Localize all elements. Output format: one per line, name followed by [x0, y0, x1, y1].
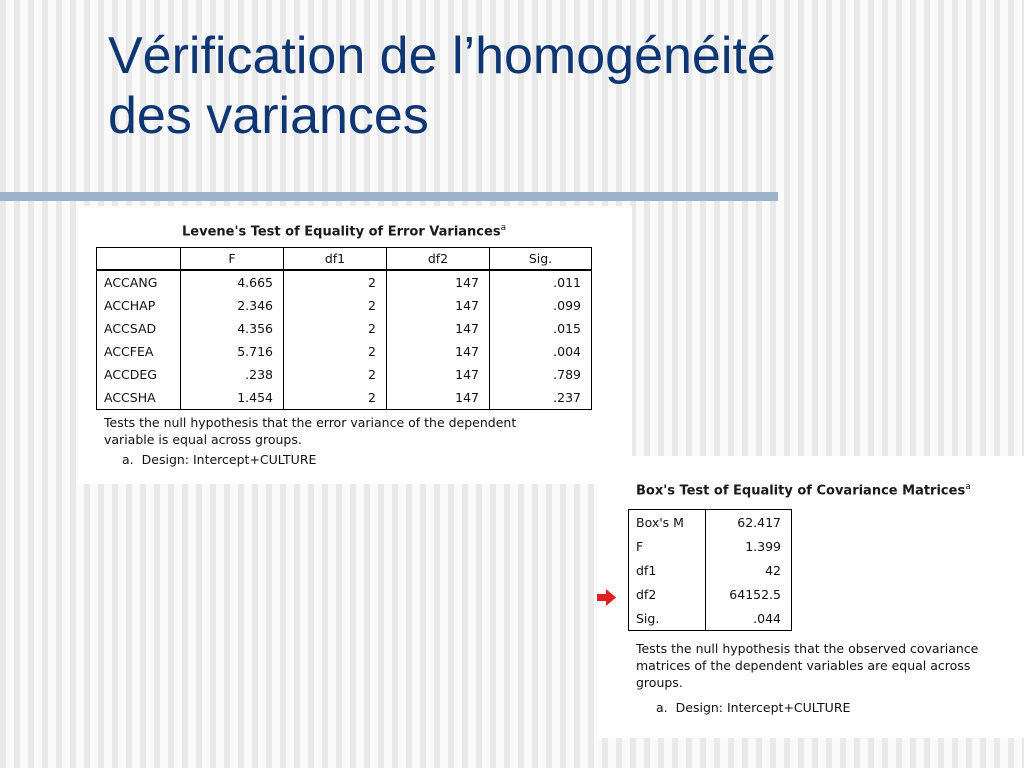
slide-title-line-1: Vérification de l’homogénéité: [108, 27, 776, 85]
levene-cell-df2: 147: [387, 386, 490, 410]
box-row-label: Box's M: [636, 514, 684, 530]
box-row-value: 62.417: [706, 510, 792, 535]
slide-title: [108, 26, 988, 146]
levene-cell-df1: 2: [284, 386, 387, 410]
levene-row-label: ACCANG: [97, 270, 181, 294]
levene-table-row: [97, 340, 592, 363]
box-table-row: [629, 558, 792, 582]
levene-header-blank: [97, 248, 181, 271]
levene-header-df1: df1: [284, 248, 387, 271]
levene-cell-sig: .789: [490, 363, 592, 386]
box-row-value: 42: [706, 558, 792, 582]
levene-cell-sig: .011: [490, 270, 592, 294]
levene-cell-f: .238: [181, 363, 284, 386]
levene-cell-df2: 147: [387, 317, 490, 340]
box-row-value: 1.399: [706, 534, 792, 558]
box-row-value: 64152.5: [706, 582, 792, 606]
levene-table-caption: [182, 223, 506, 239]
levene-row-label: ACCFEA: [97, 340, 181, 363]
levene-cell-df1: 2: [284, 294, 387, 317]
box-caption-text: Box's Test of Equality of Covariance Matrices: [636, 483, 966, 499]
levene-table-panel: [78, 206, 632, 484]
arrow-right-icon: [596, 588, 618, 608]
levene-cell-sig: .004: [490, 340, 592, 363]
levene-caption-footnote-mark: a: [500, 223, 507, 233]
levene-cell-df2: 147: [387, 363, 490, 386]
levene-cell-f: 4.665: [181, 270, 284, 294]
levene-cell-f: 5.716: [181, 340, 284, 363]
box-caption-footnote-mark: a: [965, 482, 971, 492]
levene-cell-sig: .237: [490, 386, 592, 410]
box-footnote: [656, 700, 850, 715]
levene-cell-df1: 2: [284, 363, 387, 386]
levene-table-row: [97, 294, 592, 317]
levene-row-label: ACCSHA: [97, 386, 181, 410]
levene-cell-f: 2.346: [181, 294, 284, 317]
levene-row-label: ACCSAD: [97, 317, 181, 340]
levene-header-f: F: [181, 248, 284, 271]
slide-title-line-2: des variances: [108, 87, 429, 145]
box-footnote-mark: a.: [656, 700, 668, 715]
box-table-caption: [636, 482, 971, 498]
levene-note: Tests the null hypothesis that the error variance of the dependent variable is equal across groups.: [104, 415, 517, 447]
levene-cell-f: 1.454: [181, 386, 284, 410]
levene-cell-sig: .015: [490, 317, 592, 340]
box-table-body: [629, 510, 792, 631]
levene-cell-df2: 147: [387, 294, 490, 317]
levene-cell-sig: .099: [490, 294, 592, 317]
box-note: Tests the null hypothesis that the observed covariance matrices of the dependent variables are equal across groups.: [636, 641, 979, 690]
levene-header-row: [97, 248, 592, 271]
levene-cell-df1: 2: [284, 317, 387, 340]
box-footnote-text: Design: Intercept+CULTURE: [675, 700, 851, 715]
levene-cell-df2: 147: [387, 340, 490, 363]
box-table-row: [629, 510, 792, 535]
levene-table-row: [97, 270, 592, 294]
levene-row-label: ACCHAP: [97, 294, 181, 317]
box-table-row: [629, 606, 792, 631]
box-row-label: df2: [636, 586, 657, 602]
levene-cell-df1: 2: [284, 340, 387, 363]
box-table-panel: [598, 456, 1024, 738]
levene-cell-df1: 2: [284, 270, 387, 294]
levene-footnote-mark: a.: [122, 452, 134, 467]
levene-footnote-text: Design: Intercept+CULTURE: [141, 452, 317, 467]
levene-header-sig: Sig.: [490, 248, 592, 271]
levene-cell-df2: 147: [387, 270, 490, 294]
levene-footnote: [122, 452, 316, 467]
levene-table: [96, 247, 592, 410]
levene-table-row: [97, 317, 592, 340]
levene-header-df2: df2: [387, 248, 490, 271]
levene-row-label: ACCDEG: [97, 363, 181, 386]
box-row-label: F: [636, 538, 644, 554]
levene-cell-f: 4.356: [181, 317, 284, 340]
levene-caption-text: Levene's Test of Equality of Error Variances: [182, 224, 501, 240]
title-divider: [0, 192, 778, 201]
levene-table-body: [97, 270, 592, 410]
box-table-row: [629, 534, 792, 558]
box-table: [628, 509, 792, 631]
levene-table-row: [97, 386, 592, 410]
levene-table-row: [97, 363, 592, 386]
box-table-row: [629, 582, 792, 606]
box-row-value: .044: [706, 606, 792, 631]
box-row-label: df1: [636, 562, 657, 578]
box-row-label: Sig.: [636, 610, 660, 626]
